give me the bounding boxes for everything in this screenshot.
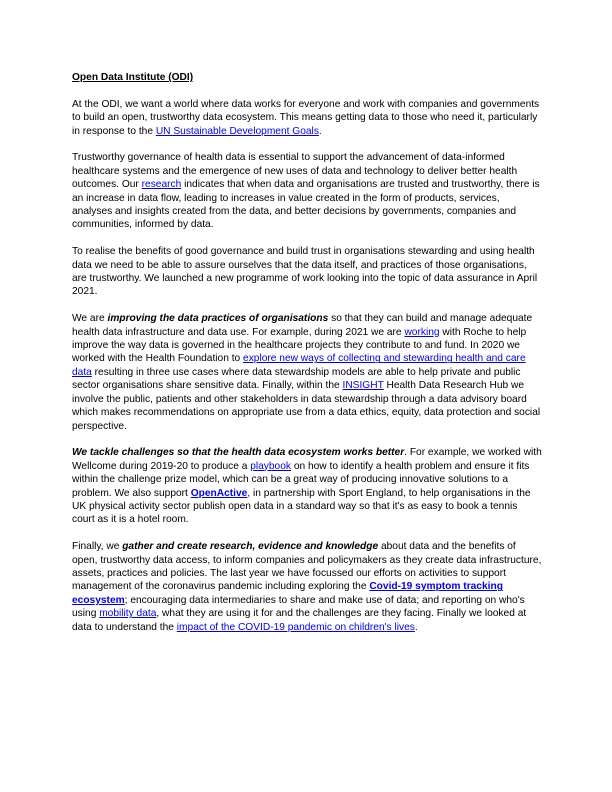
link-explore-new-ways[interactable]: explore new ways of collecting and stewarding health and care data: [72, 353, 526, 378]
text: , what they are using it for and the challenges are they facing. Finally we looked at data to understand the: [72, 608, 527, 633]
text: Health Data Research Hub we involve the public, patients and other stakeholders in data stewardship through a data advisory board which makes recommendations on appropriate use from a data ethics, equity, data protection and social perspective.: [72, 380, 541, 432]
paragraph-intro: [72, 98, 542, 138]
link-mobility-data[interactable]: mobility data: [99, 608, 157, 620]
text: with Roche to help improve the way data is governed in the healthcare projects they contribute to and fund. In 2020 we worked with the Health Foundation to: [72, 326, 527, 365]
link-playbook[interactable]: playbook: [250, 460, 291, 472]
text: Trustworthy governance of health data is essential to support the advancement of data-informed healthcare systems and the emergence of new uses of data and technology to deliver better health outcomes. Our: [72, 152, 518, 191]
text: We are: [72, 313, 108, 325]
link-insight[interactable]: INSIGHT: [342, 380, 384, 392]
text: . For example, we worked with Wellcome during 2019-20 to produce a: [72, 447, 542, 472]
link-working[interactable]: working: [404, 326, 440, 338]
text: resulting in three use cases where data stewardship models are able to help private and public sector organisations share sensitive data. Finally, within the: [72, 366, 521, 392]
text: Finally, we: [72, 541, 123, 553]
link-openactive[interactable]: OpenActive: [190, 487, 248, 499]
text: , in partnership with Sport England, to help organisations in the UK physical activity sector publish open data in a standard way so that it's as easy to book a tennis court as it is a hotel room.: [72, 487, 531, 526]
text: so that they can build and manage adequate health data infrastructure and data use. For example, during 2021 we are: [72, 313, 533, 338]
text: .: [414, 621, 418, 633]
emphasis: improving the data practices of organisations: [107, 313, 329, 325]
paragraph-governance: [72, 151, 542, 231]
text: At the ODI, we want a world where data works for everyone and work with companies and governments to build an open, trustworthy data ecosystem. This means getting data to those who need it, particularly in response to the: [72, 98, 540, 137]
link-covid-symptom-tracking[interactable]: Covid-19 symptom tracking ecosystem: [72, 581, 503, 606]
document-page: [72, 71, 542, 647]
text: To realise the benefits of good governance and build trust in organisations stewarding and using health data we need to be able to assure ourselves that the data itself, and practices of those organisations, are trustworthy. We launched a new programme of work looking into the topic of data assurance in April 2021.: [72, 246, 538, 298]
paragraph-data-practices: [72, 312, 542, 433]
text: ; encouraging data intermediaries to share and make use of data; and reporting on who's using: [72, 594, 525, 620]
link-covid-children[interactable]: impact of the COVID-19 pandemic on children's lives: [176, 621, 415, 633]
link-un-sdg[interactable]: UN Sustainable Development Goals: [155, 125, 319, 137]
document-title: Open Data Institute (ODI): [72, 72, 194, 83]
emphasis: We tackle challenges so that the health data ecosystem works better: [72, 447, 405, 459]
text: indicates that when data and organisations are trusted and trustworthy, there is an increase in data flow, leading to increases in value created in the form of products, services, analyses and insights created from the data, and better decisions by governments, companies and communities, informed by data.: [72, 179, 540, 231]
paragraph-research: [72, 540, 542, 634]
text: about data and the benefits of open, trustworthy data access, to inform companies and policymakers as they create data infrastructure, assets, practices and policies. The last year we have focussed our efforts on activities to support management of the coronavirus pandemic including exploring the: [72, 541, 542, 593]
link-research[interactable]: research: [141, 179, 182, 191]
paragraph-assurance: [72, 245, 542, 299]
text: .: [318, 125, 322, 137]
emphasis: gather and create research, evidence and knowledge: [122, 541, 379, 553]
text: on how to identify a health problem and ensure it fits within the challenge prize model, which can be a great way of producing innovative solutions to a problem. We also support: [72, 460, 530, 499]
paragraph-challenges: [72, 446, 542, 526]
